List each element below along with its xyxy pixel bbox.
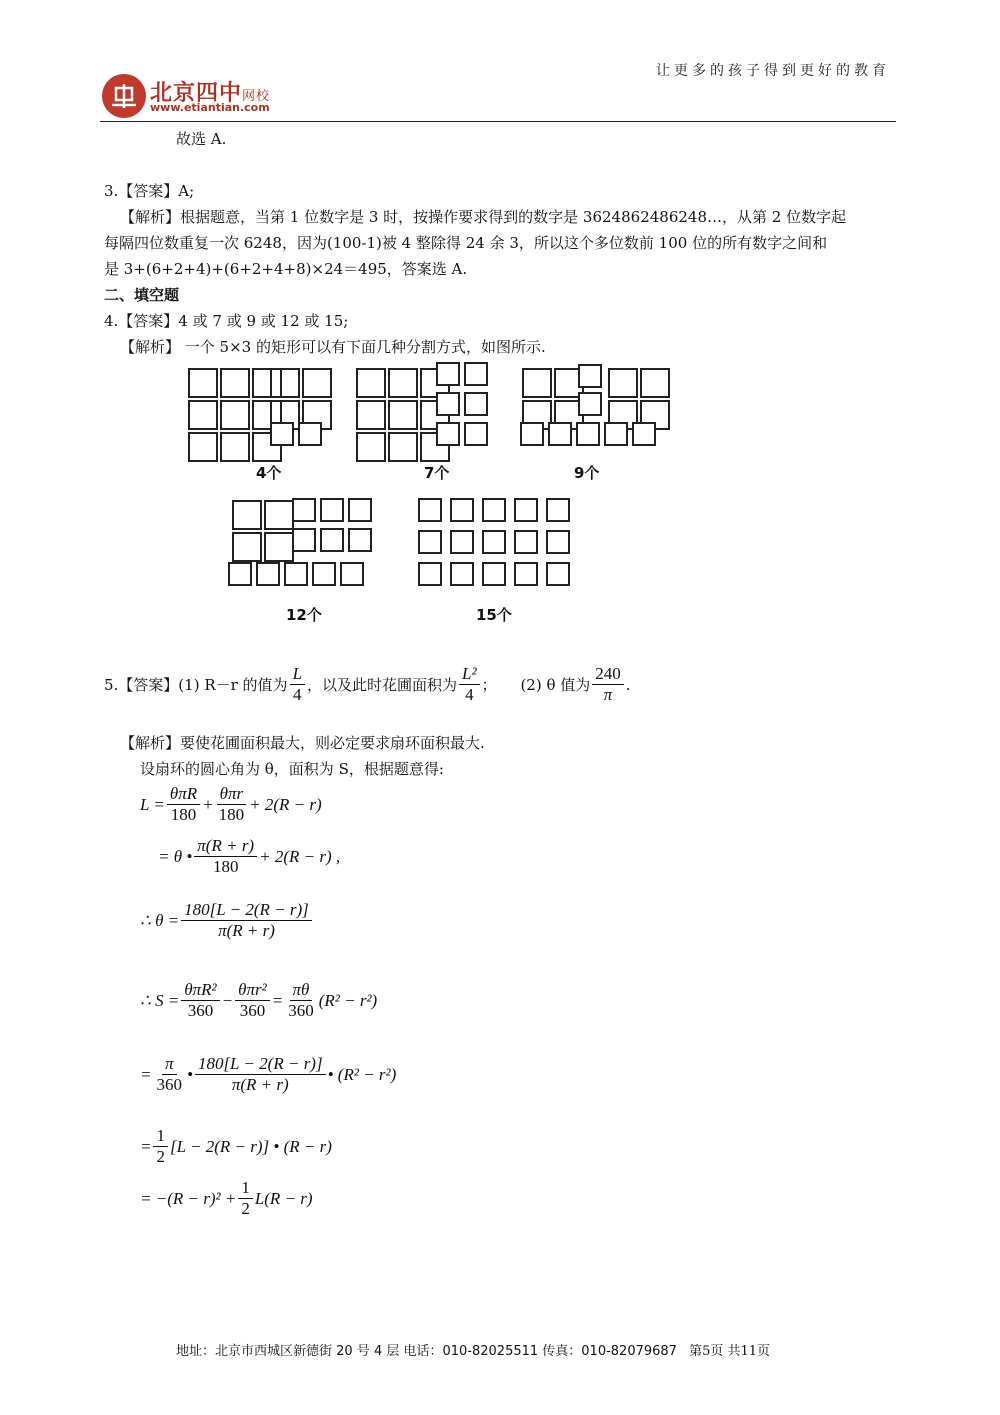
eq-fraction: $\frac{\text{θπr²}}{360}$	[235, 980, 270, 1021]
partition-label: 7个	[424, 464, 450, 482]
partition-15-square	[450, 562, 474, 586]
partition-label: 4个	[256, 464, 282, 482]
equation-1: L = $\frac{\text{θπR}}{180}$ + $\frac{\text{θπr}}{180}$ + 2(R − r)	[140, 784, 322, 824]
equation-6	[140, 1126, 332, 1167]
partition-9-small-square	[520, 422, 544, 446]
eq-lhs: = −(R − r)² +	[140, 1188, 237, 1208]
eq-tail: (R² − r²)	[318, 990, 378, 1010]
fraction-numerator: 240	[592, 664, 624, 685]
answer-fraction-240-over-pi	[592, 664, 624, 705]
partition-7-small-square	[436, 422, 460, 446]
fraction-numerator: L	[290, 664, 305, 685]
logo-wangxiao: 网校	[242, 89, 271, 104]
answer-fraction-l2-over-4	[459, 664, 480, 705]
partition-9-small-square	[578, 392, 602, 416]
partition-7-small-square	[436, 392, 460, 416]
conclusion-line: 故选 A.	[176, 130, 227, 148]
eq-fraction: $\frac{\text{θπr}}{180}$	[218, 784, 245, 824]
partition-12-small-square	[292, 498, 316, 522]
fraction-denominator: 4	[293, 685, 302, 704]
partition-12-square	[232, 500, 294, 562]
eq-fraction: $\frac{\text{θπR}}{180}$	[167, 784, 200, 825]
eq-fraction: $\frac{180[L - 2(R - r)]}{\pi(R + r)}$	[181, 900, 312, 941]
partition-12-small-square	[256, 562, 280, 586]
q5-answer-part3: ； (2) θ 值为	[481, 676, 591, 694]
partition-12-small-square	[320, 498, 344, 522]
partition-15-square	[514, 530, 538, 554]
eq-fraction: $\frac{\pi\theta}{360}$	[288, 980, 314, 1020]
partition-9-small-square	[604, 422, 628, 446]
footer-address: 地址：北京市西城区新德街 20 号 4 层 电话：010-82025511 传真：010-82079687	[176, 1344, 677, 1359]
fraction-denominator: 4	[465, 685, 474, 704]
partition-15-square	[450, 498, 474, 522]
eq-tail: [L − 2(R − r)] • (R − r)	[169, 1136, 332, 1156]
partition-12-small-square	[292, 528, 316, 552]
eq-fraction: $\frac{1}{2}$	[153, 1126, 168, 1167]
q4-answer: 4.【答案】4 或 7 或 9 或 12 或 15;	[104, 312, 349, 330]
partition-15-square	[514, 498, 538, 522]
q5-analysis-line2: 设扇环的圆心角为 θ，面积为 S，根据题意得:	[140, 760, 444, 778]
partition-15-square	[418, 530, 442, 554]
equation-4: ∴ S = $\frac{\text{θπR²}}{360}$ − $\frac{\text{θπr²}}{360}$ = $\frac{\pi\theta}{360}$ (R² − r²)	[140, 980, 378, 1020]
partition-15-square	[482, 498, 506, 522]
eq-lhs: ∴ θ =	[140, 910, 180, 930]
partition-15-square	[514, 562, 538, 586]
partition-12-small-square	[348, 498, 372, 522]
equation-3	[140, 900, 314, 941]
answer-fraction-l-over-4	[290, 664, 305, 705]
partition-4-mid-square	[270, 368, 332, 430]
partition-15-square	[482, 530, 506, 554]
header-slogan: 让更多的孩子得到更好的教育	[656, 63, 890, 79]
partition-label: 12个	[286, 606, 322, 624]
header-divider	[100, 121, 896, 122]
fraction-denominator: π	[603, 685, 613, 704]
partition-15-square	[546, 530, 570, 554]
q5-answer-part2: ，以及此时花圃面积为	[307, 676, 458, 694]
school-logo-emblem	[102, 74, 146, 118]
q3-analysis-line2: 每隔四位数重复一次 6248，因为(100-1)被 4 整除得 24 余 3，所以这个多位数前 100 位的所有数字之间和	[104, 234, 828, 252]
eq-lhs: = θ •	[158, 846, 193, 866]
partition-15-square	[418, 498, 442, 522]
eq-fraction: $\frac{\text{θπR²}}{360}$	[181, 980, 219, 1021]
eq-tail: • (R² − r²)	[327, 1064, 397, 1084]
eq-tail: L(R − r)	[254, 1188, 313, 1208]
partition-15-square	[546, 562, 570, 586]
footer-page-number: 第5页 共11页	[689, 1344, 771, 1359]
eq-lhs: ∴ S =	[140, 990, 180, 1010]
q4-analysis: 【解析】 一个 5×3 的矩形可以有下面几种分割方式，如图所示.	[120, 338, 546, 356]
eq-fraction: $\frac{180[L - 2(R - r)]}{\pi(R + r)}$	[195, 1054, 326, 1095]
partition-7-small-square	[464, 392, 488, 416]
partition-12-small-square	[320, 528, 344, 552]
logo-url: www.etiantian.com	[150, 101, 270, 114]
q5-answer-part1: 5.【答案】(1) R－r 的值为	[104, 676, 288, 694]
eq-lhs: =	[140, 1136, 152, 1156]
q5-analysis-line1: 【解析】要使花圃面积最大，则必定要求扇环面积最大.	[120, 734, 485, 752]
logo-emblem-icon	[109, 81, 139, 111]
partition-15-square	[418, 562, 442, 586]
eq-fraction: $\frac{\pi}{360}$	[156, 1054, 182, 1094]
eq-fraction: $\frac{1}{2}$	[238, 1178, 253, 1219]
equation-7	[140, 1178, 313, 1219]
partition-12-small-square	[348, 528, 372, 552]
partition-9-small-square	[632, 422, 656, 446]
partition-9-small-square	[578, 364, 602, 388]
equation-2	[158, 836, 340, 877]
page-footer	[176, 1340, 770, 1359]
partition-7-small-square	[464, 422, 488, 446]
partition-4-small-square	[298, 422, 322, 446]
partition-15-square	[482, 562, 506, 586]
logo-school-name: 北京四中	[150, 81, 243, 106]
partition-7-small-square	[464, 362, 488, 386]
partition-label: 9个	[574, 464, 600, 482]
partition-12-small-square	[228, 562, 252, 586]
partition-9-square	[608, 368, 670, 430]
eq-lhs: =	[140, 1064, 152, 1084]
partition-9-square	[522, 368, 584, 430]
eq-lhs: L =	[140, 794, 165, 814]
partition-label: 15个	[476, 606, 512, 624]
partition-4-big-square	[188, 368, 282, 462]
eq-fraction: $\frac{\pi(R + r)}{180}$	[194, 836, 257, 877]
partition-9-small-square	[548, 422, 572, 446]
section-title-fill-blank: 二、填空题	[104, 286, 180, 304]
q5-answer: 5.【答案】(1) R－r 的值为 $\frac{L}{4}$ ，以及此时花圃面积为 $\frac{\text{L²}}{4}$ ； (2) θ 值为 $\frac{240}{\pi}$ .	[104, 664, 631, 704]
eq-tail: + 2(R − r) ,	[259, 846, 341, 866]
partition-12-small-square	[340, 562, 364, 586]
eq-tail: + 2(R − r)	[249, 794, 322, 814]
partition-12-small-square	[284, 562, 308, 586]
equation-5: = $\frac{\pi}{360}$ • $\frac{180[L - 2(R - r)]}{\pi(R + r)}$ • (R² − r²)	[140, 1054, 397, 1094]
partition-9-small-square	[576, 422, 600, 446]
q3-analysis-line3: 是 3+(6+2+4)+(6+2+4+8)×24＝495，答案选 A.	[104, 260, 468, 278]
q3-analysis-line1: 【解析】根据题意，当第 1 位数字是 3 时，按操作要求得到的数字是 3624862486248…，从第 2 位数字起	[120, 208, 847, 226]
partition-4-small-square	[270, 422, 294, 446]
partition-7-small-square	[436, 362, 460, 386]
fraction-numerator: L²	[459, 664, 480, 685]
partition-15-square	[450, 530, 474, 554]
partition-12-small-square	[312, 562, 336, 586]
partition-15-square	[546, 498, 570, 522]
q3-answer: 3.【答案】A;	[104, 182, 195, 200]
